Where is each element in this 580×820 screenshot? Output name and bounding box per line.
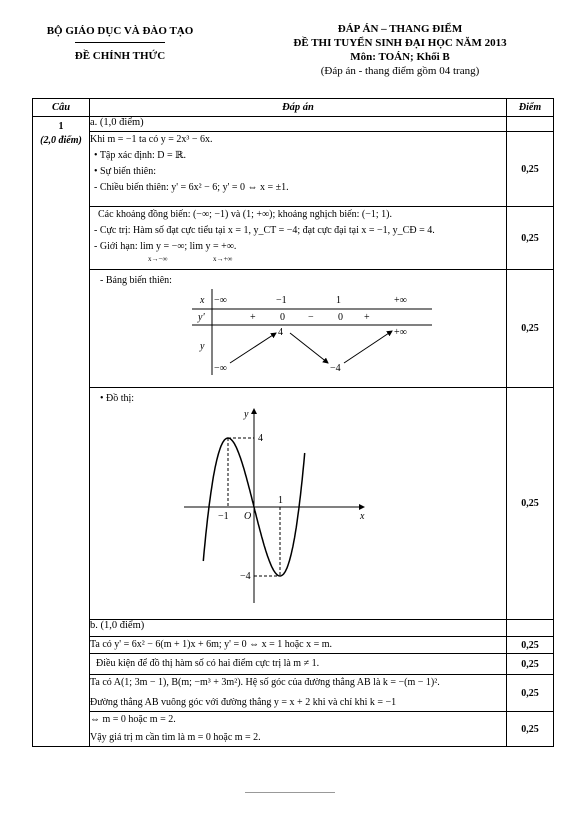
vt-y-1: 4 xyxy=(278,327,283,338)
vt-sign-3: 0 xyxy=(338,312,343,323)
part-b-line3: Ta có A(1; 3m − 1), B(m; −m³ + 3m²). Hệ số góc của đường thẳng AB là k = −(m − 1)². xyxy=(90,677,440,688)
table-row xyxy=(33,388,554,620)
official-label: ĐỀ CHÍNH THỨC xyxy=(74,50,166,62)
vt-x-2: 1 xyxy=(336,295,341,306)
graph-cell xyxy=(90,388,507,620)
header-rule xyxy=(75,42,165,43)
col-question: Câu xyxy=(33,99,90,117)
x-axis-label: x xyxy=(360,511,365,522)
table-header-row xyxy=(33,99,554,117)
score-empty-b xyxy=(507,620,554,637)
col-answer: Đáp án xyxy=(90,99,507,117)
table-label: - Bảng biến thiên: xyxy=(96,273,500,289)
part-b-line1: Ta có y' = 6x² − 6(m + 1)x + 6m; y' = 0 ⇔ x = 1 hoặc x = m. xyxy=(90,637,507,654)
score-2: 0,25 xyxy=(507,207,554,270)
tick-y-pos: 4 xyxy=(258,433,263,444)
page-note: (Đáp án - thang điểm gồm 04 trang) xyxy=(320,65,480,77)
origin-label: O xyxy=(244,511,252,522)
footer-rule xyxy=(245,792,335,793)
score-7: 0,25 xyxy=(507,675,554,712)
vt-y-label: y xyxy=(200,341,205,352)
score-empty xyxy=(507,117,554,132)
part-b-line6: Vậy giá trị m cần tìm là m = 0 hoặc m = 2. xyxy=(90,732,261,743)
derivative-line: - Chiều biến thiên: y' = 6x² − 6; y' = 0 ⇔ x = ±1. xyxy=(90,180,506,196)
question-number: 1 xyxy=(58,121,64,132)
table-row xyxy=(33,270,554,388)
graph-label: • Đồ thị: xyxy=(96,391,500,407)
table-row xyxy=(33,637,554,654)
question-points: (2,0 điểm) xyxy=(40,135,82,146)
score-3: 0,25 xyxy=(507,270,554,388)
vt-y-2: −4 xyxy=(330,363,341,374)
answer-table xyxy=(32,98,554,747)
intro-line: Khi m = −1 ta có y = 2x³ − 6x. xyxy=(90,134,213,145)
score-6: 0,25 xyxy=(507,654,554,675)
col-score: Điểm xyxy=(507,99,554,117)
table-row xyxy=(33,675,554,712)
subject-line: Môn: TOÁN; Khối B xyxy=(350,51,450,63)
header-left xyxy=(30,22,210,65)
vt-arrow-up-2 xyxy=(344,331,392,363)
header-right xyxy=(250,22,550,78)
vt-x-3: +∞ xyxy=(394,295,407,306)
score-4: 0,25 xyxy=(507,388,554,620)
part-a-label: a. (1,0 điểm) xyxy=(90,117,507,132)
vt-sign-2: − xyxy=(308,312,314,323)
doc-title: ĐÁP ÁN – THANG ĐIỂM xyxy=(337,23,463,35)
variation-table-figure xyxy=(192,289,432,375)
tick-x-neg: −1 xyxy=(218,511,229,522)
part-b-block3 xyxy=(90,675,507,712)
limits-line: - Giới hạn: lim y = −∞; lim y = +∞. xyxy=(90,239,506,255)
vt-x-1: −1 xyxy=(276,295,287,306)
intervals-line: Các khoảng đồng biến: (−∞; −1) và (1; +∞); khoảng nghịch biến: (−1; 1). xyxy=(98,209,392,220)
part-b-line2: Điều kiện để đồ thị hàm số có hai điểm cực trị là m ≠ 1. xyxy=(90,654,507,675)
exam-title: ĐỀ THI TUYỂN SINH ĐẠI HỌC NĂM 2013 xyxy=(293,37,507,49)
vt-sign-4: + xyxy=(364,312,370,323)
vt-arrow-down xyxy=(290,333,328,363)
table-row xyxy=(33,117,554,132)
vt-x-label: x xyxy=(200,295,205,306)
part-b-line5: ⇔ m = 0 hoặc m = 2. xyxy=(90,714,176,725)
score-5: 0,25 xyxy=(507,637,554,654)
variation-table-cell xyxy=(90,270,507,388)
vt-sign-0: + xyxy=(250,312,256,323)
extrema-line: - Cực trị: Hàm số đạt cực tiểu tại x = 1, y_CT = −4; đạt cực đại tại x = −1, y_CĐ = 4. xyxy=(90,223,506,239)
cubic-graph xyxy=(174,407,374,607)
vt-sign-1: 0 xyxy=(280,312,285,323)
vt-arrow-up-1 xyxy=(230,333,276,363)
domain-line: • Tập xác định: D = ℝ. xyxy=(90,148,506,164)
limits-subscripts xyxy=(90,255,506,263)
score-1: 0,25 xyxy=(507,132,554,207)
table-row xyxy=(33,712,554,747)
vt-x-0: −∞ xyxy=(214,295,227,306)
part-b-block4 xyxy=(90,712,507,747)
table-row xyxy=(33,132,554,207)
part-a-block2 xyxy=(90,207,507,270)
variation-line: • Sự biến thiên: xyxy=(90,164,506,180)
lim-sub-right: x→+∞ xyxy=(212,255,233,263)
part-b-label: b. (1,0 điểm) xyxy=(90,620,507,637)
vt-yp-label: y' xyxy=(198,312,205,323)
lim-sub-left: x→−∞ xyxy=(148,255,168,263)
part-a-block1 xyxy=(90,132,507,207)
y-axis-label: y xyxy=(244,409,249,420)
table-row xyxy=(33,620,554,637)
tick-x-pos: 1 xyxy=(278,495,283,506)
ministry-name: BỘ GIÁO DỤC VÀ ĐÀO TẠO xyxy=(46,25,194,37)
tick-y-neg: −4 xyxy=(240,571,251,582)
table-row xyxy=(33,207,554,270)
question-cell xyxy=(33,117,90,747)
vt-y-0: −∞ xyxy=(214,363,227,374)
part-b-line4: Đường thẳng AB vuông góc với đường thẳng y = x + 2 khi và chỉ khi k = −1 xyxy=(90,697,397,708)
vt-y-3: +∞ xyxy=(394,327,407,338)
table-row xyxy=(33,654,554,675)
score-8: 0,25 xyxy=(507,712,554,747)
